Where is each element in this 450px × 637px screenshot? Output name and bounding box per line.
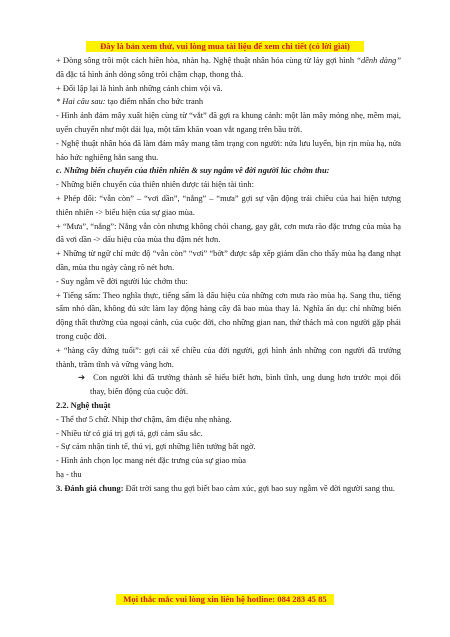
paragraph: - Thể thơ 5 chữ. Nhịp thơ chậm, âm điệu nhẹ nhàng. — [56, 414, 232, 424]
paragraph — [56, 482, 401, 496]
bold-label: 3. Đánh giá chung: — [56, 483, 124, 493]
paragraph: - Nhiều từ có giá trị gợi tả, gợi cảm sâu sắc. — [56, 428, 203, 438]
arrow-icon: ➔ — [78, 373, 86, 383]
paragraph: + Phép đối: “vẫn còn” – “vơi dần”, “nắng” – “mưa” gợi sự vận động trái chiều của hai hiện tượng thiên nhiên -> biểu hiện của sự giao mùa. — [56, 193, 401, 217]
conclusion-paragraph — [56, 371, 401, 399]
paragraph: - Sự cảm nhận tinh tế, thú vị, gợi những liên tưởng bất ngờ. — [56, 442, 256, 452]
paragraph: hạ - thu — [56, 469, 82, 479]
text-run: Con người khi đã trưởng thành sẽ hiểu biết hơn, bình tĩnh, ung dung hơn trước mọi đổi thay, biến động của cuộc đời. — [90, 373, 401, 397]
paragraph: + “Mưa”, “nắng”: Nắng vẫn còn nhưng không chói chang, gay gắt, cơn mưa rào đặc trưng của mùa hạ đã vơi dần -> dấu hiệu của mùa thu đậm nét hơn. — [56, 221, 401, 245]
paragraph: + Tiếng sấm: Theo nghĩa thực, tiếng sấm là dấu hiệu của những cơn mưa rào mùa hạ. Sang thu, tiếng sấm nhỏ dần, không đủ sức làm lay động hàng cây đã bao mùa thay lá. Nghĩa ẩn dụ: chỉ những biến động thất thường của ngoại cảnh, của cuộc đời, cho những gian nan, thử thách mà con người gặp phải trong cuộc đời. — [56, 290, 401, 341]
paragraph: - Những biến chuyển của thiên nhiên được tái hiện tài tình: — [56, 180, 254, 190]
paragraph: - Hình ảnh chọn lọc mang nét đặc trưng của sự giao mùa — [56, 456, 247, 466]
paragraph — [56, 54, 401, 82]
document-body — [56, 54, 401, 496]
text-run: đã đặc tả hình ảnh dòng sông trôi chậm chạp, thong thả. — [56, 69, 244, 79]
text-run: + Dòng sông trôi một cách hiền hòa, nhàn hạ. Nghệ thuật nhân hóa cùng từ láy gợi hình — [56, 56, 357, 65]
text-run: tạo điểm nhấn cho bức tranh — [105, 97, 204, 107]
header-banner: Đây là bản xem thử, vui lòng mua tài liệu để xem chi tiết (có lời giải) — [86, 41, 364, 52]
paragraph: - Suy ngẫm về đời người lúc chớm thu: — [56, 276, 188, 286]
paragraph: + Đối lập lại là hình ảnh những cánh chim vội vã. — [56, 83, 223, 93]
paragraph: - Nghệ thuật nhân hóa đã làm đám mây mang tâm trạng con người: nửa lưu luyến, bịn rịn mùa hạ, nửa háo hức nghiêng hẳn sang thu. — [56, 138, 401, 162]
italic-label: * Hai câu sau: — [56, 97, 106, 107]
section-heading: 2.2. Nghệ thuật — [56, 400, 111, 410]
paragraph — [56, 95, 401, 109]
text-run: Đất trời sang thu gợi biết bao cảm xúc, gợi bao suy ngẫm về đời người sang thu. — [123, 483, 395, 493]
italic-quote: “dềnh dàng” — [356, 56, 401, 65]
footer-banner: Mọi thắc mắc vui lòng xin liên hệ hotline: 084 283 45 85 — [116, 594, 334, 605]
section-heading: c. Những biến chuyển của thiên nhiên & suy ngẫm về đời người lúc chớm thu: — [56, 166, 330, 176]
paragraph: + “hàng cây đứng tuổi”: gợi cái xế chiều của đời người, gợi hình ảnh những con người đã trưởng thành, trầm tĩnh và vững vàng hơn. — [56, 345, 401, 369]
paragraph: + Những từ ngữ chỉ mức độ “vẫn còn” “vơi” “bớt” được sắp xếp giảm dần cho thấy mùa hạ đang nhạt dần, mùa thu ngày càng rõ nét hơn. — [56, 249, 401, 272]
paragraph: - Hình ảnh đám mây xuất hiện cùng từ “vắt” đã gợi ra khung cảnh: một làn mây mỏng nhẹ, mềm mại, uyển chuyển như một dải lụa, một tấm khăn voan vắt ngang trên bầu trời. — [56, 111, 401, 134]
